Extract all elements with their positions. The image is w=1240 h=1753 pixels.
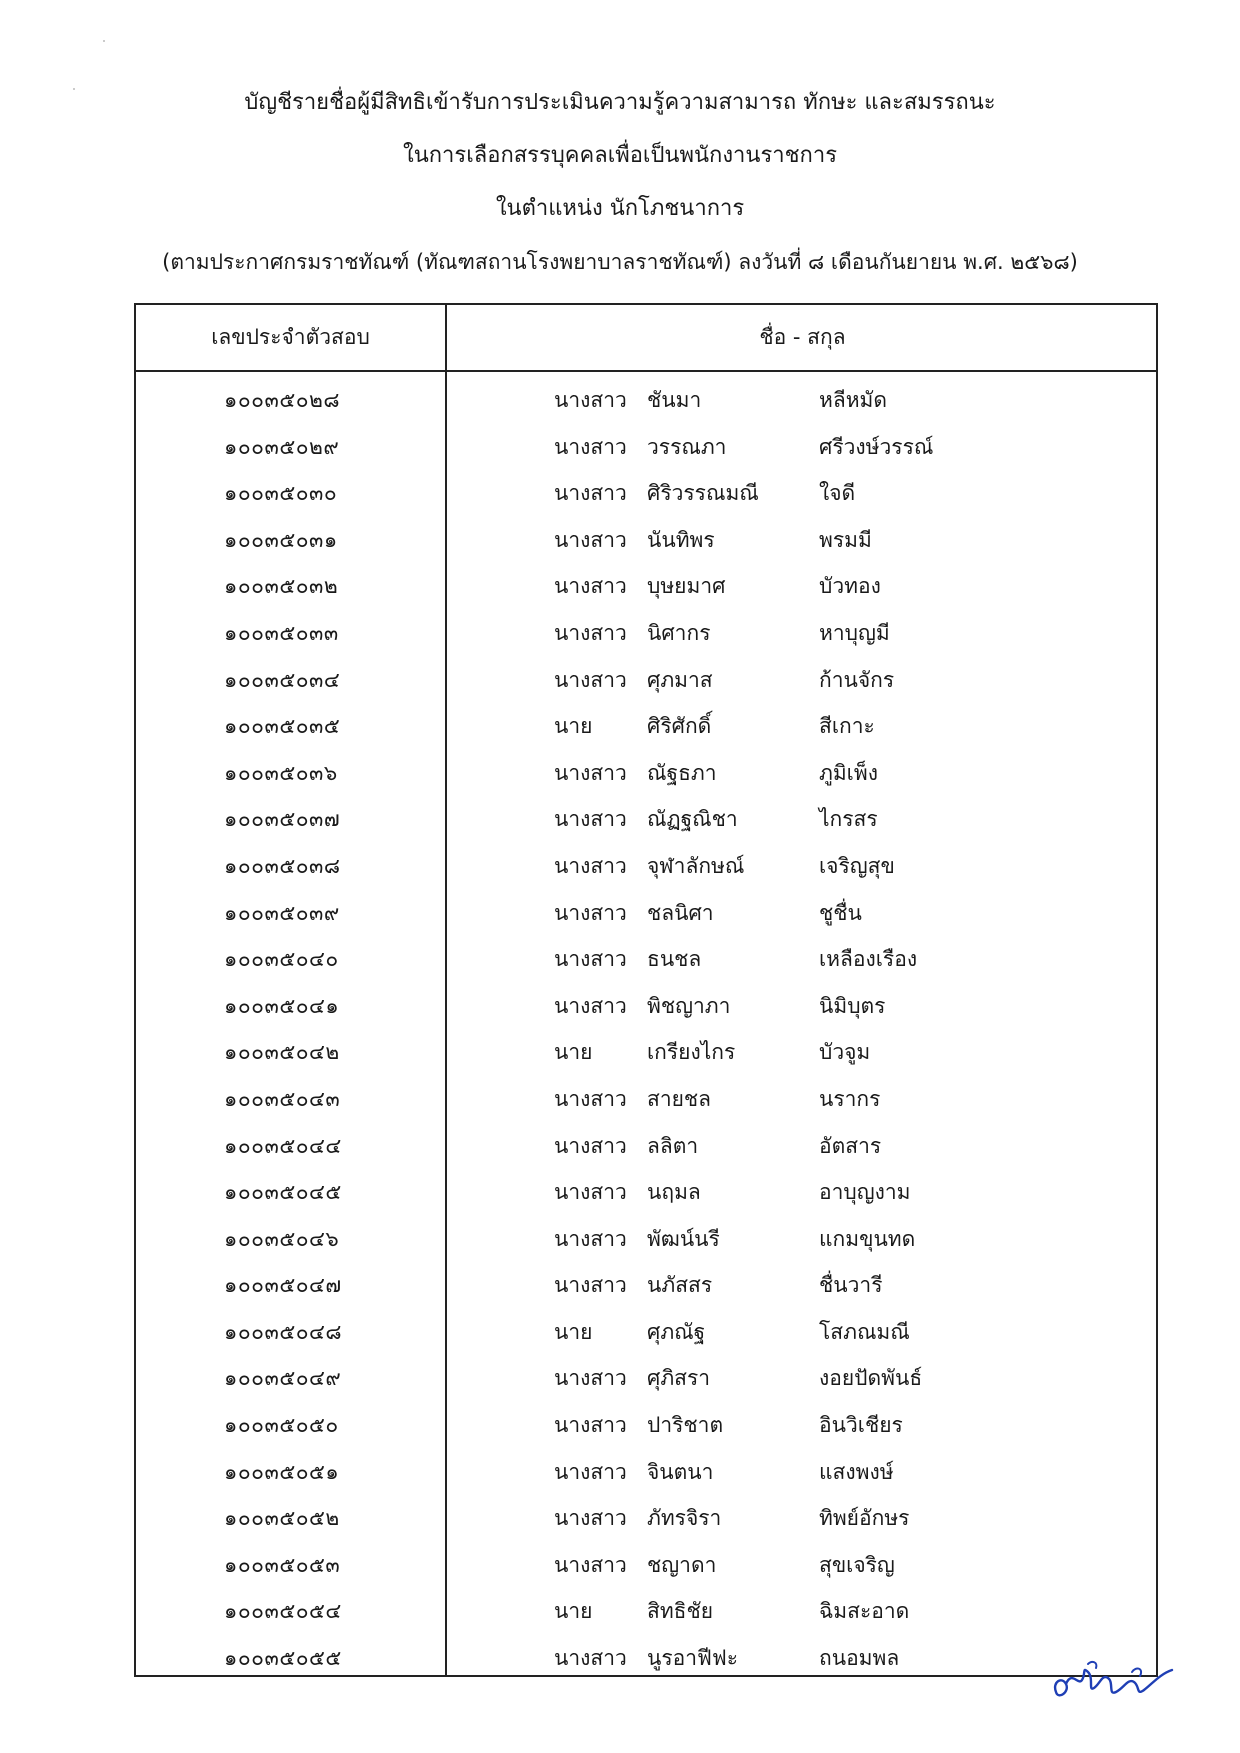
name-title-cell: นางสาว: [554, 1413, 627, 1438]
name-title-cell: นางสาว: [554, 1180, 627, 1205]
exam-id-cell: ๑๐๐๓๕๐๓๒: [224, 574, 339, 599]
table-row: [136, 517, 1156, 564]
exam-id-cell: ๑๐๐๓๕๐๕๑: [224, 1459, 340, 1484]
exam-id-cell: ๑๐๐๓๕๐๕๓: [224, 1552, 341, 1577]
first-name-cell: ลลิตา: [647, 1133, 699, 1158]
first-name-cell: ศุภมาส: [647, 667, 713, 692]
header-reference: (ตามประกาศกรมราชทัณฑ์ (ทัณฑสถานโรงพยาบาลราชทัณฑ์) ลงวันที่ ๘ เดือนกันยายน พ.ศ. ๒๕๖๘): [162, 250, 1078, 274]
table-row: [136, 890, 1156, 937]
name-title-cell: นางสาว: [554, 853, 627, 878]
last-name-cell: อินวิเชียร: [819, 1413, 903, 1438]
name-title-cell: นางสาว: [554, 947, 627, 972]
table-row: [136, 1169, 1156, 1216]
last-name-cell: แสงพงษ์: [819, 1459, 894, 1484]
table-row: [136, 1635, 1156, 1682]
first-name-cell: นฤมล: [647, 1180, 701, 1205]
name-title-cell: นางสาว: [554, 807, 627, 832]
table-row: [136, 377, 1156, 424]
last-name-cell: ฉิมสะอาด: [819, 1599, 910, 1624]
first-name-cell: ธนชล: [647, 947, 702, 972]
first-name-cell: จินตนา: [647, 1459, 714, 1484]
name-title-cell: นางสาว: [554, 993, 627, 1018]
name-title-cell: นางสาว: [554, 760, 627, 785]
last-name-cell: อาบุญงาม: [819, 1180, 911, 1205]
last-name-cell: หลีหมัด: [819, 388, 888, 412]
exam-id-cell: ๑๐๐๓๕๐๕๕: [224, 1646, 342, 1671]
name-title-cell: นางสาว: [554, 1646, 627, 1671]
exam-id-cell: ๑๐๐๓๕๐๒๘: [224, 388, 341, 412]
last-name-cell: ใจดี: [819, 481, 856, 506]
name-title-cell: นางสาว: [554, 1506, 627, 1531]
exam-id-cell: ๑๐๐๓๕๐๔๒: [224, 1040, 340, 1065]
exam-id-cell: ๑๐๐๓๕๐๔๑: [224, 993, 340, 1018]
first-name-cell: พัฒน์นรี: [647, 1226, 720, 1251]
table-row: [136, 703, 1156, 750]
last-name-cell: ก้านจักร: [819, 667, 895, 692]
name-title-cell: นางสาว: [554, 574, 627, 599]
name-title-cell: นางสาว: [554, 1086, 627, 1111]
first-name-cell: ชลนิศา: [647, 900, 714, 925]
table-body: [136, 377, 1156, 1682]
exam-id-cell: ๑๐๐๓๕๐๔๕: [224, 1180, 342, 1205]
last-name-cell: ไกรสร: [819, 807, 878, 832]
table-row: [136, 796, 1156, 843]
first-name-cell: นูรอาฟีฟะ: [647, 1646, 739, 1671]
last-name-cell: ชูชื่น: [819, 900, 862, 925]
name-title-cell: นาย: [554, 1040, 593, 1065]
last-name-cell: แกมขุนทด: [819, 1226, 916, 1251]
column-header-full-name: ชื่อ - สกุล: [759, 325, 846, 349]
first-name-cell: จุฬาลักษณ์: [647, 853, 745, 878]
table-row: [136, 1029, 1156, 1076]
name-title-cell: นางสาว: [554, 527, 627, 552]
table-row: [136, 424, 1156, 471]
exam-id-cell: ๑๐๐๓๕๐๓๔: [224, 667, 341, 692]
exam-id-cell: ๑๐๐๓๕๐๓๘: [224, 853, 341, 878]
last-name-cell: ทิพย์อักษร: [819, 1506, 910, 1531]
table-row: [136, 1262, 1156, 1309]
first-name-cell: เกรียงไกร: [647, 1040, 736, 1065]
last-name-cell: บัวทอง: [819, 574, 881, 599]
exam-id-cell: ๑๐๐๓๕๐๕๒: [224, 1506, 340, 1531]
exam-id-cell: ๑๐๐๓๕๐๕๔: [224, 1599, 342, 1624]
first-name-cell: สิทธิชัย: [647, 1599, 714, 1624]
table-row: [136, 750, 1156, 797]
table-row: [136, 1216, 1156, 1263]
first-name-cell: สายชล: [647, 1086, 712, 1111]
last-name-cell: เจริญสุข: [819, 853, 895, 878]
last-name-cell: สีเกาะ: [819, 714, 875, 739]
name-title-cell: นางสาว: [554, 1133, 627, 1158]
header-position: ในตำแหน่ง นักโภชนาการ: [495, 196, 745, 221]
name-title-cell: นาย: [554, 1319, 593, 1344]
exam-id-cell: ๑๐๐๓๕๐๓๐: [224, 481, 338, 506]
header-subtitle: ในการเลือกสรรบุคคลเพื่อเป็นพนักงานราชการ: [402, 143, 838, 168]
first-name-cell: ภัทรจิรา: [647, 1506, 722, 1531]
last-name-cell: หาบุญมี: [819, 620, 890, 645]
table-row: [136, 1588, 1156, 1635]
first-name-cell: ศิริวรรณมณี: [647, 481, 759, 506]
table-row: [136, 1495, 1156, 1542]
exam-id-cell: ๑๐๐๓๕๐๔๓: [224, 1086, 341, 1111]
last-name-cell: ชื่นวารี: [819, 1273, 883, 1298]
first-name-cell: ศุภิสรา: [647, 1366, 711, 1391]
exam-id-cell: ๑๐๐๓๕๐๔๘: [224, 1319, 343, 1344]
name-title-cell: นาย: [554, 1599, 593, 1624]
last-name-cell: โสภณมณี: [819, 1319, 910, 1344]
name-title-cell: นางสาว: [554, 1459, 627, 1484]
first-name-cell: บุษยมาศ: [647, 574, 726, 599]
first-name-cell: ณัฐธภา: [647, 760, 717, 785]
first-name-cell: นิศากร: [647, 620, 711, 645]
candidate-table: [134, 303, 1158, 1677]
table-row: [136, 657, 1156, 704]
table-row: [136, 1449, 1156, 1496]
first-name-cell: วรรณภา: [647, 434, 727, 459]
document-header: [0, 88, 1240, 300]
exam-id-cell: ๑๐๐๓๕๐๔๙: [224, 1366, 342, 1391]
first-name-cell: นันทิพร: [647, 527, 715, 552]
table-header: [136, 305, 1156, 372]
first-name-cell: ชันมา: [647, 388, 702, 412]
last-name-cell: เหลืองเรือง: [819, 947, 918, 972]
exam-id-cell: ๑๐๐๓๕๐๕๐: [224, 1413, 339, 1438]
name-title-cell: นางสาว: [554, 1226, 627, 1251]
name-title-cell: นางสาว: [554, 667, 627, 692]
name-title-cell: นางสาว: [554, 1273, 627, 1298]
name-title-cell: นางสาว: [554, 434, 627, 459]
column-header-exam-id: เลขประจำตัวสอบ: [211, 325, 370, 349]
exam-id-cell: ๑๐๐๓๕๐๔๗: [224, 1273, 342, 1298]
exam-id-cell: ๑๐๐๓๕๐๓๓: [224, 620, 339, 645]
name-title-cell: นางสาว: [554, 620, 627, 645]
table-row: [136, 1402, 1156, 1449]
first-name-cell: นภัสสร: [647, 1273, 713, 1298]
table-row: [136, 1355, 1156, 1402]
exam-id-cell: ๑๐๐๓๕๐๓๑: [224, 527, 338, 552]
name-title-cell: นางสาว: [554, 1552, 627, 1577]
table-row: [136, 843, 1156, 890]
first-name-cell: ณัฏฐณิชา: [647, 807, 738, 832]
table-row: [136, 1076, 1156, 1123]
last-name-cell: ศรีวงษ์วรรณ์: [819, 434, 934, 459]
last-name-cell: นิมิบุตร: [819, 993, 886, 1018]
table-row: [136, 610, 1156, 657]
exam-id-cell: ๑๐๐๓๕๐๓๖: [224, 760, 338, 785]
table-row: [136, 983, 1156, 1030]
exam-id-cell: ๑๐๐๓๕๐๔๖: [224, 1226, 340, 1251]
first-name-cell: ชญาดา: [647, 1552, 717, 1577]
table-row: [136, 1542, 1156, 1589]
exam-id-cell: ๑๐๐๓๕๐๔๔: [224, 1133, 342, 1158]
scan-speck: [103, 40, 105, 42]
exam-id-cell: ๑๐๐๓๕๐๓๗: [224, 807, 341, 832]
first-name-cell: ศุภณัฐ: [647, 1319, 706, 1344]
exam-id-cell: ๑๐๐๓๕๐๒๙: [224, 434, 340, 459]
name-title-cell: นางสาว: [554, 900, 627, 925]
last-name-cell: อัตสาร: [819, 1133, 882, 1158]
exam-id-cell: ๑๐๐๓๕๐๓๕: [224, 714, 341, 739]
name-title-cell: นางสาว: [554, 388, 627, 412]
last-name-cell: นรากร: [819, 1086, 881, 1111]
name-title-cell: นาย: [554, 714, 593, 739]
first-name-cell: ศิริศักดิ์: [647, 714, 712, 739]
last-name-cell: บัวจูม: [819, 1040, 871, 1065]
first-name-cell: ปาริชาต: [647, 1413, 724, 1438]
exam-id-cell: ๑๐๐๓๕๐๓๙: [224, 900, 340, 925]
table-row: [136, 563, 1156, 610]
table-row: [136, 1123, 1156, 1170]
last-name-cell: งอยปัดพันธ์: [819, 1366, 923, 1391]
table-row: [136, 936, 1156, 983]
exam-id-cell: ๑๐๐๓๕๐๔๐: [224, 947, 339, 972]
first-name-cell: พิชญาภา: [647, 993, 731, 1018]
name-title-cell: นางสาว: [554, 481, 627, 506]
handwritten-signature: [1048, 1652, 1176, 1708]
last-name-cell: พรมมี: [819, 527, 872, 552]
last-name-cell: ภูมิเพ็ง: [819, 760, 878, 785]
table-row: [136, 1309, 1156, 1356]
name-title-cell: นางสาว: [554, 1366, 627, 1391]
last-name-cell: สุขเจริญ: [819, 1552, 895, 1577]
table-row: [136, 470, 1156, 517]
header-title: บัญชีรายชื่อผู้มีสิทธิเข้ารับการประเมินความรู้ความสามารถ ทักษะ และสมรรถนะ: [244, 90, 996, 115]
last-name-cell: ถนอมพล: [819, 1646, 900, 1671]
